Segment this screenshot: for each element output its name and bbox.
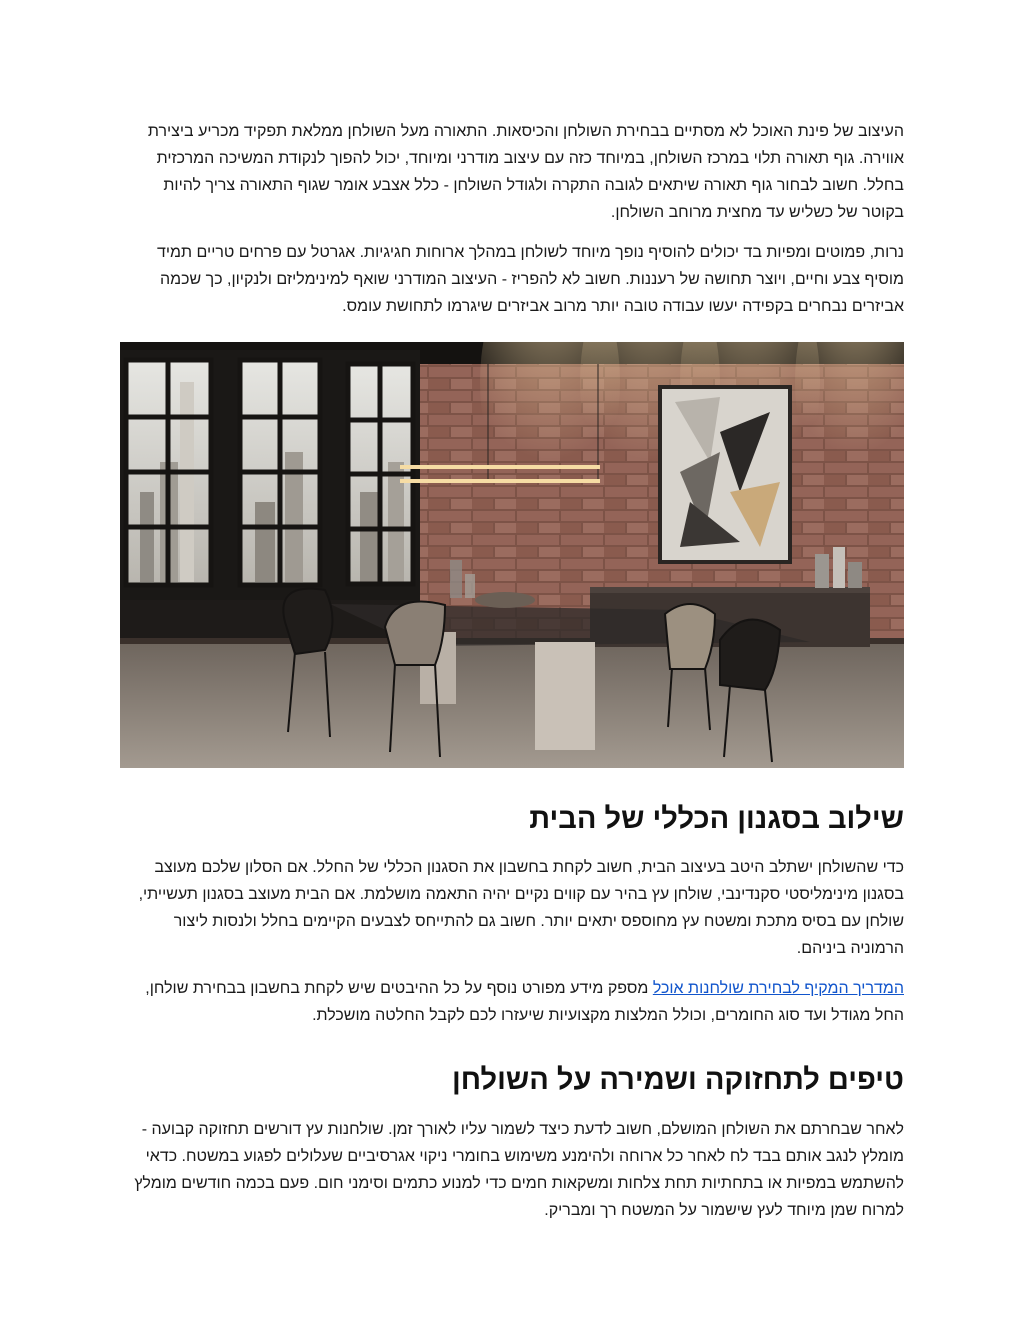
windows [120,350,420,600]
heading-home-style: שילוב בסגנון הכללי של הבית [529,803,904,835]
wall-art [660,387,790,562]
paragraph-home-style: כדי שהשולחן ישתלב היטב בעיצוב הבית, חשוב לקחת בחשבון את הסגנון הכללי של החלל. אם הסלון שלכם מעוצב בסגנון מינימליסטי סקנדינבי, שולחן עץ בהיר עם קווים נקיים יהיה התאמה מושלמת. אם הבית מעוצב בסגנון תעשייתי, שולחן עם בסיס מתכת ומשטח עץ מחוספס יתאים יותר. חשוב גם להתייחס לצבעים הקיימים בחלל ולנסות ליצור הרמוניה ביניהם. [138,859,904,957]
paragraph-accessories: נרות, פמוטים ומפיות בד יכולים להוסיף נופך מיוחד לשולחן במהלך ארוחות חגיגיות. אגרטל עם פרחים טריים תמיד מוסיף צבע וחיים, ויוצר תחושה של רעננות. חשוב לא להפריז - העיצוב המודרני שואף למינימליזם ולנקיון, כך שכמה אביזרים נבחרים בקפידה יעשו עבודה טובה יותר מרוב אביזרים שיגרמו לתחושת עומס. [156,244,904,315]
heading-maintenance: טיפים לתחזוקה ושמירה על השולחן [452,1064,904,1096]
paragraph-maintenance: לאחר שבחרתם את השולחן המושלם, חשוב לדעת כיצד לשמור עליו לאורך זמן. שולחנות עץ דורשים תחזוקה קבועה - מומלץ לנגב אותם בבד לח לאחר כל ארוחה ולהימנע משימוש בחומרי ניקוי אגרסיביים שעלולים לפגוע במשטח. כדאי להשתמש במפיות או בתחתיות תחת צלחות ומשקאות חמים כדי למנוע כתמים וסימני חום. פעם בכמה חודשים מומלץ למרוח שמן מיוחד לעץ שישמור על המשטח רך ומבריק. [134,1121,904,1219]
guide-text: מספק מידע מפורט נוסף על כל ההיבטים שיש לקחת בחשבון בבחירת שולחן, החל מגודל ועד סוג החומרים, וכולל המלצות מקצועיות שיעזרו לכם לקבל החלטה מושכלת. [145,980,904,1024]
paragraph-lighting: העיצוב של פינת האוכל לא מסתיים בבחירת השולחן והכיסאות. התאורה מעל השולחן ממלאת תפקיד מכריע ביצירת אווירה. גוף תאורה תלוי במרכז השולחן, במיוחד כזה עם עיצוב מודרני ומיוחד, יכול להפוך לנקודת המשיכה המרכזית בחלל. חשוב לבחור גוף תאורה שיתאים לגובה התקרה ולגודל השולחן - כלל אצבע אומר שגוף התאורה צריך להיות בקוטר של כשליש עד מחצית מרוחב השולחן. [147,123,904,221]
dining-room-photo [120,342,904,768]
article [120,118,904,1224]
guide-link[interactable]: המדריך המקיף לבחירת שולחנות אוכל [652,980,904,997]
paragraph-guide [120,975,904,1029]
floor [120,642,904,768]
